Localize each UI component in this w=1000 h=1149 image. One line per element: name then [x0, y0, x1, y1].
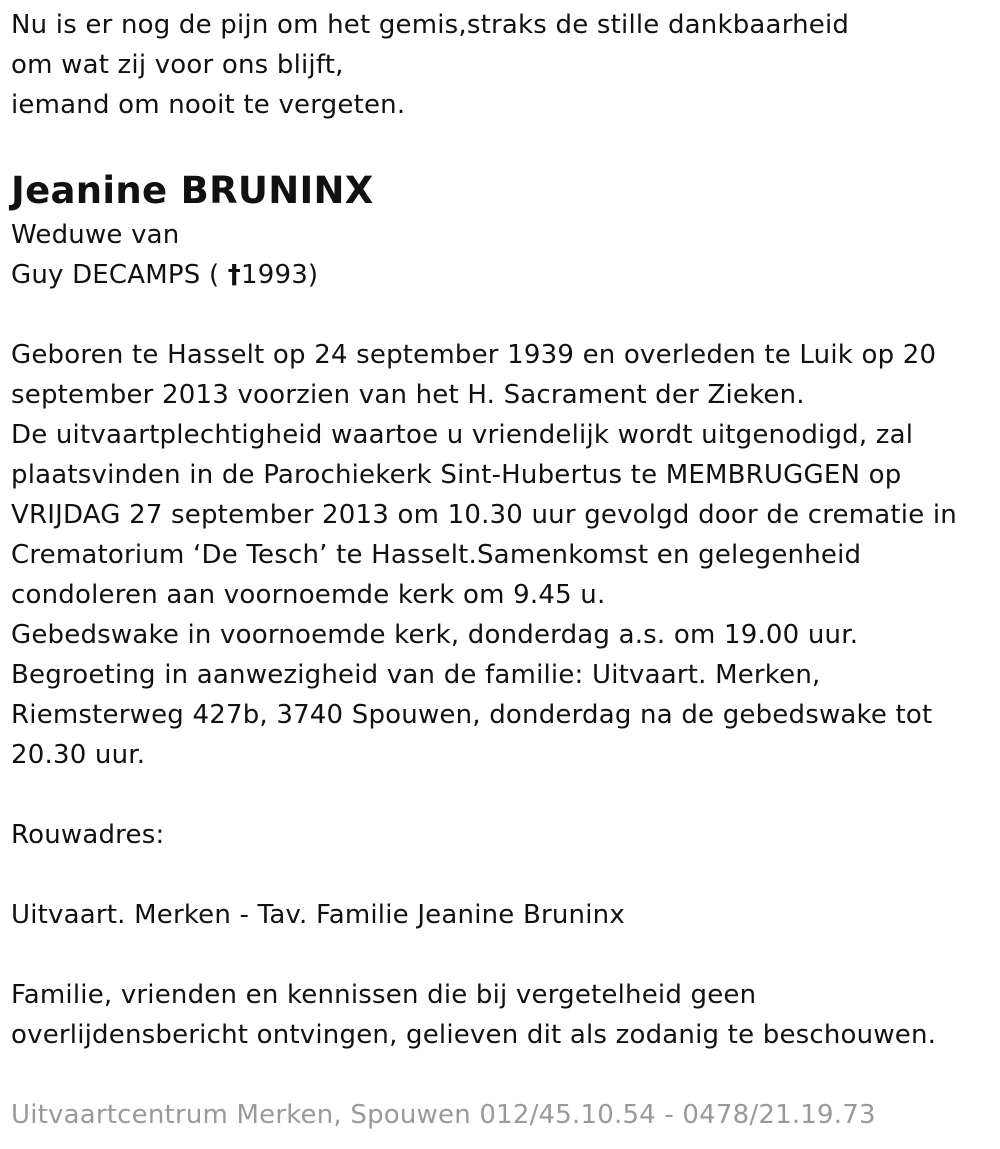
detail-line: 20.30 uur. [11, 740, 146, 770]
spouse-line [11, 255, 991, 295]
detail-line: Begroeting in aanwezigheid van de familie: Uitvaart. Merken, [11, 660, 821, 690]
poem-line: om wat zij voor ons blijft, [11, 50, 344, 80]
detail-line: Crematorium ‘De Tesch’ te Hasselt.Samenkomst en gelegenheid [11, 540, 862, 570]
address-value: Uitvaart. Merken - Tav. Familie Jeanine Bruninx [11, 900, 625, 930]
obituary-notice [11, 0, 991, 1135]
address-label: Rouwadres: [11, 820, 165, 850]
spouse-name: Guy DECAMPS ( [11, 260, 220, 290]
notice-line: Familie, vrienden en kennissen die bij vergetelheid geen [11, 980, 757, 1010]
poem-line: iemand om nooit te vergeten. [11, 90, 406, 120]
deceased-name: Jeanine BRUNINX [11, 169, 374, 212]
detail-line: Geboren te Hasselt op 24 september 1939 en overleden te Luik op 20 [11, 340, 937, 370]
detail-line: Gebedswake in voornoemde kerk, donderdag a.s. om 19.00 uur. [11, 620, 859, 650]
funeral-home-footer: Uitvaartcentrum Merken, Spouwen 012/45.10.54 - 0478/21.19.73 [11, 1100, 876, 1130]
detail-line: september 2013 voorzien van het H. Sacrament der Zieken. [11, 380, 805, 410]
memorial-poem [11, 5, 991, 125]
relation-text: Weduwe van [11, 220, 180, 250]
detail-line: VRIJDAG 27 september 2013 om 10.30 uur gevolgd door de crematie in [11, 500, 957, 530]
poem-line: Nu is er nog de pijn om het gemis,straks de stille dankbaarheid [11, 10, 850, 40]
funeral-details [11, 335, 991, 775]
cross-icon: † [227, 260, 241, 290]
notice-text [11, 975, 991, 1055]
detail-line: Riemsterweg 427b, 3740 Spouwen, donderdag na de gebedswake tot [11, 700, 933, 730]
detail-line: De uitvaartplechtigheid waartoe u vriendelijk wordt uitgenodigd, zal [11, 420, 914, 450]
detail-line: plaatsvinden in de Parochiekerk Sint-Hubertus te MEMBRUGGEN op [11, 460, 902, 490]
spouse-death-year: 1993) [240, 260, 319, 290]
notice-line: overlijdensbericht ontvingen, gelieven dit als zodanig te beschouwen. [11, 1020, 937, 1050]
detail-line: condoleren aan voornoemde kerk om 9.45 u. [11, 580, 606, 610]
